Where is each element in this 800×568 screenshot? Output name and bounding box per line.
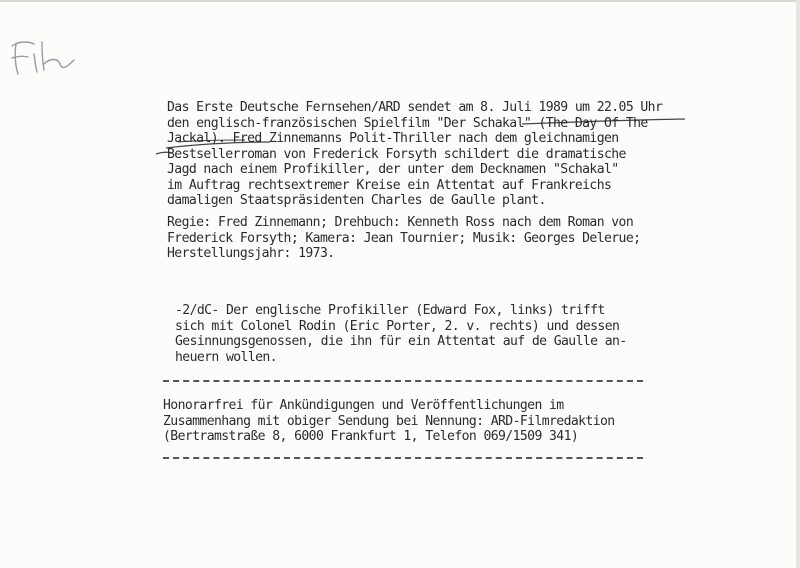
text-line: den englisch-französischen Spielfilm "Der Schakal" (The Day Of The — [167, 115, 648, 131]
press-release-paragraph — [167, 100, 662, 209]
page-edge-top — [0, 0, 800, 2]
credits-paragraph — [167, 215, 640, 262]
text-line: heuern wollen. — [175, 349, 277, 365]
text-line: im Auftrag rechtsextremer Kreise ein Attentat auf Frankreichs — [167, 177, 612, 193]
handwritten-note — [4, 34, 84, 80]
text-line: Bestsellerroman von Frederick Forsyth schildert die dramatische — [167, 146, 626, 162]
text-line: Honorarfrei für Ankündigungen und Veröffentlichungen im — [163, 398, 564, 413]
text-line: -2/dC- Der englische Profikiller (Edward Fox, links) trifft — [175, 303, 605, 318]
text-line: Jagd nach einem Profikiller, der unter dem Decknamen "Schakal" — [167, 162, 619, 177]
text-line: Regie: Fred Zinnemann; Drehbuch: Kenneth Ross nach dem Roman von — [167, 215, 634, 230]
text-line: Herstellungsjahr: 1973. — [167, 246, 335, 261]
copyright-notice — [163, 398, 615, 445]
text-line: Zusammenhang mit obiger Sendung bei Nennung: ARD-Filmredaktion — [163, 413, 615, 429]
text-line: Gesinnungsgenossen, die ihn für ein Attentat auf de Gaulle an- — [175, 334, 627, 349]
text-line: Jackal). Fred Zinnemanns Polit-Thriller nach dem gleichnamigen — [167, 131, 619, 146]
text-line: Das Erste Deutsche Fernsehen/ARD sendet am 8. Juli 1989 um 22.05 Uhr — [167, 100, 663, 115]
text-line: damaligen Staatspräsidenten Charles de Gaulle plant. — [167, 193, 546, 208]
photo-caption — [175, 303, 627, 365]
text-line: (Bertramstraße 8, 6000 Frankfurt 1, Telefon 069/1509 341) — [163, 429, 579, 444]
dashed-divider — [163, 380, 643, 382]
text-line: sich mit Colonel Rodin (Eric Porter, 2. v. rechts) und dessen — [175, 318, 620, 334]
text-line: Frederick Forsyth; Kamera: Jean Tournier; Musik: Georges Delerue; — [167, 230, 641, 246]
dashed-divider — [163, 457, 643, 459]
page-edge-right — [796, 0, 800, 568]
